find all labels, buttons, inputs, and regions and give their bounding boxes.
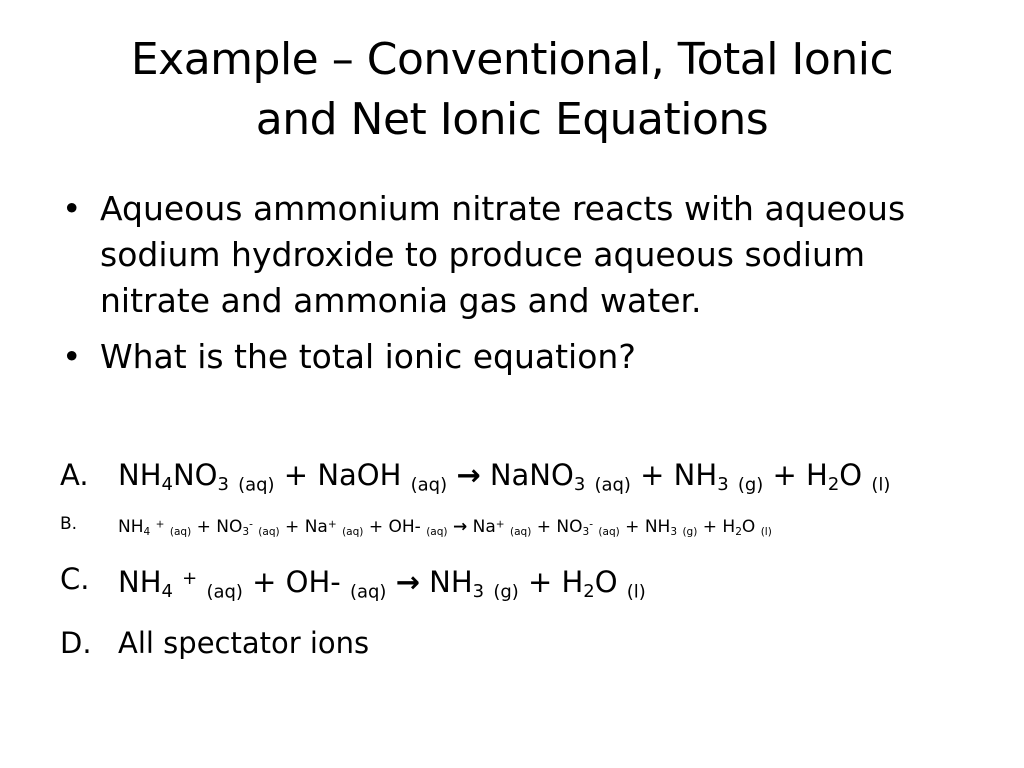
option-letter: A.: [60, 458, 89, 492]
option-c: [60, 556, 1000, 615]
option-equation: $NH_4$ + (aq) + OH- $(aq) \to NH_3$ $(g) + H_2O$ (l): [118, 565, 646, 603]
bullet-dot-icon: •: [62, 337, 82, 376]
bullet-text: Aqueous ammonium nitrate reacts with aqueous sodium hydroxide to produce aqueous sodium nitrate and ammonia gas and water.: [100, 189, 906, 320]
bullet-list: [62, 186, 982, 380]
slide-title: [60, 30, 964, 150]
bullet-item: [62, 186, 982, 324]
option-d: [60, 620, 1000, 666]
option-a: [60, 452, 1000, 508]
option-letter: B.: [60, 514, 78, 535]
bullet-dot-icon: •: [62, 189, 82, 228]
option-equation: $NH_4$ + $(aq) + NO_3^-$ (aq) + Na+ (aq) + OH- (aq) → Na+ $(aq) + NO_3^-$ $(aq) + NH_3$ $(g) + H_2O$ (l): [118, 517, 772, 539]
option-letter: C.: [60, 562, 90, 597]
title-line-2: and Net Ionic Equations: [255, 94, 769, 145]
option-equation: $NH_4NO_3$ (aq) + NaOH (aq) → NaNO$_3$ $(aq) + NH_3$ $(g) + H_2O$ (l): [118, 458, 891, 496]
option-b: [60, 508, 1000, 548]
option-letter: D.: [60, 625, 92, 660]
answer-options: [60, 452, 1000, 666]
title-line-1: Example – Conventional, Total Ionic: [130, 34, 894, 85]
bullet-text: What is the total ionic equation?: [100, 337, 636, 376]
option-text: All spectator ions: [118, 625, 370, 660]
bullet-item: [62, 334, 982, 380]
